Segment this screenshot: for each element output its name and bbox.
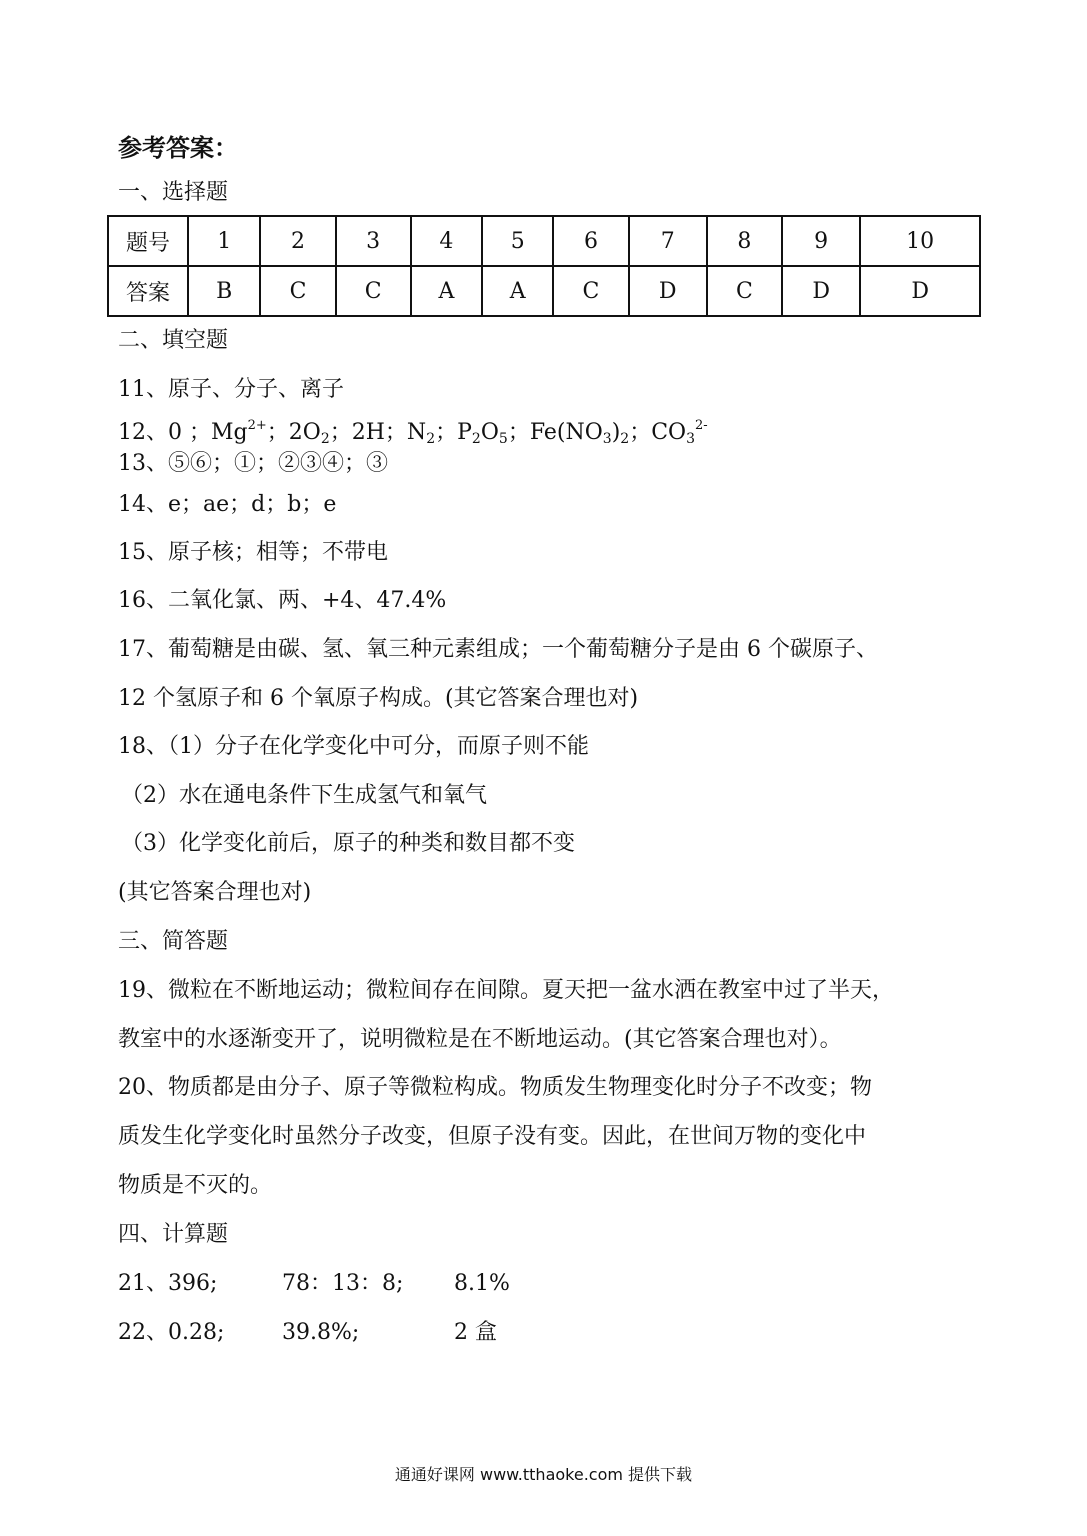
q12-text: ；Fe(NO: [507, 420, 603, 445]
table-cell-answer: D: [860, 266, 980, 316]
page-title: 参考答案：: [118, 134, 238, 162]
answer-q19-line1: 19、微粒在不断地运动；微粒间存在间隙。夏天把一盆水洒在教室中过了半天，: [118, 978, 894, 1003]
q22-part: 2 盒: [454, 1320, 497, 1345]
answer-q18-line4: (其它答案合理也对): [118, 880, 312, 905]
table-cell-answer: B: [188, 266, 260, 316]
table-cell-number: 8: [707, 216, 782, 266]
answer-q15: 15、原子核；相等；不带电: [118, 540, 388, 565]
q12-text: O: [480, 420, 499, 445]
answer-q22: [118, 1318, 497, 1348]
table-cell-number: 3: [336, 216, 411, 266]
section-heading-multiple-choice: 一、选择题: [118, 180, 229, 205]
table-cell-number: 1: [188, 216, 260, 266]
table-cell-answer: A: [411, 266, 482, 316]
answer-q20-line3: 物质是不灭的。: [118, 1173, 273, 1198]
q12-superscript: 2+: [247, 418, 267, 433]
table-cell-answer: C: [707, 266, 782, 316]
footer-source-credit: 通通好课网 www.tthaoke.com 提供下载: [394, 1465, 693, 1484]
section-heading-calculation: 四、计算题: [118, 1222, 229, 1247]
q12-subscript: 2: [426, 431, 436, 447]
q12-subscript: 5: [498, 431, 508, 447]
section-heading-short-answer: 三、简答题: [118, 929, 229, 954]
table-cell-answer: D: [782, 266, 860, 316]
q12-text: ；P: [435, 420, 472, 445]
answer-q19-line2: 教室中的水逐渐变开了，说明微粒是在不断地运动。(其它答案合理也对）。: [118, 1027, 842, 1052]
table-answer-label: 答案: [108, 266, 188, 316]
q12-text: Mg: [211, 420, 248, 445]
q21-part: 21、396;: [118, 1271, 218, 1296]
answer-q17-line1: 17、葡萄糖是由碳、氢、氧三种元素组成；一个葡萄糖分子是由 6 个碳原子、: [118, 637, 878, 662]
answer-q17-line2: 12 个氢原子和 6 个氧原子构成。(其它答案合理也对): [118, 686, 639, 711]
q12-subscript: 3: [686, 431, 695, 447]
table-cell-answer: A: [482, 266, 553, 316]
q12-superscript: 2-: [695, 418, 708, 433]
table-cell-answer: C: [553, 266, 628, 316]
q12-subscript: 2: [471, 431, 481, 447]
table-cell-number: 2: [260, 216, 335, 266]
table-cell-number: 9: [782, 216, 860, 266]
answer-q21: [118, 1269, 510, 1299]
answer-q14: 14、e；ae；d；b；e: [118, 492, 337, 517]
answer-q12: [118, 418, 708, 448]
q12-text: 12、0 ；: [118, 420, 211, 445]
q12-subscript: 2: [620, 431, 630, 447]
q12-text: ；2H；N: [329, 420, 427, 445]
q21-part: 8.1%: [454, 1271, 510, 1296]
table-header-label: 题号: [108, 216, 188, 266]
answer-q11: 11、原子、分子、离子: [118, 377, 344, 402]
answer-q18-line1: 18、（1）分子在化学变化中可分，而原子则不能: [118, 734, 589, 759]
q21-part: 78：13：8;: [282, 1271, 404, 1296]
answer-q18-line2: （2）水在通电条件下生成氢气和氧气: [121, 783, 487, 808]
table-row-question-numbers: [108, 216, 980, 266]
q12-text: ): [611, 420, 621, 445]
answer-q20-line2: 质发生化学变化时虽然分子改变，但原子没有变。因此，在世间万物的变化中: [118, 1124, 867, 1149]
table-cell-number: 5: [482, 216, 553, 266]
table-cell-answer: C: [260, 266, 335, 316]
q12-subscript: 3: [602, 431, 612, 447]
q22-part: 22、0.28;: [118, 1320, 225, 1345]
table-cell-number: 6: [553, 216, 628, 266]
table-row-answers: [108, 266, 980, 316]
q12-text: ；CO: [629, 420, 687, 445]
q12-text: ；2O: [266, 420, 321, 445]
answer-q16: 16、二氧化氯、两、+4、47.4%: [118, 588, 447, 613]
table-cell-number: 4: [411, 216, 482, 266]
table-cell-number: 7: [629, 216, 707, 266]
answer-q13: 13、⑤⑥；①；②③④；③: [118, 451, 388, 476]
table-cell-answer: D: [629, 266, 707, 316]
q22-part: 39.8%;: [282, 1320, 360, 1345]
answer-q20-line1: 20、物质都是由分子、原子等微粒构成。物质发生物理变化时分子不改变；物: [118, 1075, 872, 1100]
table-cell-answer: C: [336, 266, 411, 316]
section-heading-fill-in: 二、填空题: [118, 328, 229, 353]
answer-q18-line3: （3）化学变化前后，原子的种类和数目都不变: [121, 831, 575, 856]
table-cell-number: 10: [860, 216, 980, 266]
multiple-choice-answer-table: [107, 215, 981, 317]
q12-subscript: 2: [320, 431, 330, 447]
